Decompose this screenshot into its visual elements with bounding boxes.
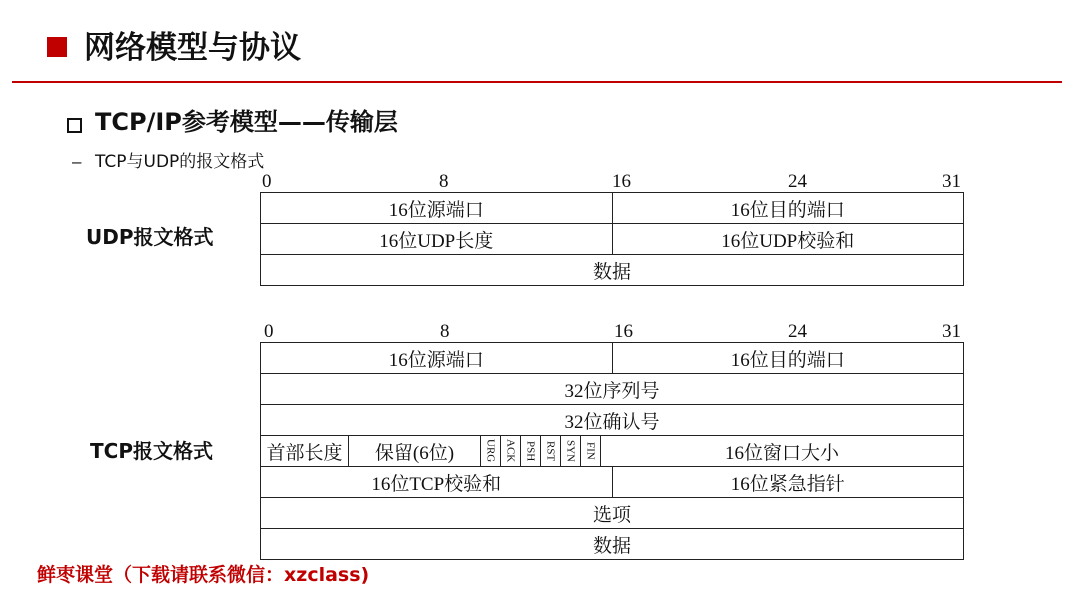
tcp-seq-field: 32位序列号 <box>261 374 964 404</box>
tcp-row-ports <box>261 343 964 374</box>
udp-dst-port-field: 16位目的端口 <box>613 193 965 223</box>
square-bullet-icon <box>67 118 82 133</box>
udp-tick-24: 24 <box>788 171 807 192</box>
dash-bullet: – <box>72 152 82 171</box>
udp-src-port-field: 16位源端口 <box>261 193 613 223</box>
tcp-src-port-field: 16位源端口 <box>261 343 613 373</box>
tcp-tick-24: 24 <box>788 321 807 342</box>
footer-watermark: 鲜枣课堂（下载请联系微信：xzclass) <box>37 564 370 586</box>
tcp-ack-field: 32位确认号 <box>261 405 964 435</box>
tcp-tick-8: 8 <box>440 321 450 342</box>
udp-tick-16: 16 <box>612 171 631 192</box>
tcp-flag-psh: PSH <box>521 436 541 466</box>
udp-format-label: UDP报文格式 <box>86 225 214 249</box>
tcp-flag-ack: ACK <box>501 436 521 466</box>
tcp-row-control <box>261 436 964 467</box>
udp-row-ports <box>261 193 964 224</box>
tcp-dst-port-field: 16位目的端口 <box>613 343 965 373</box>
tcp-header-length-field: 首部长度 <box>261 436 349 466</box>
udp-checksum-field: 16位UDP校验和 <box>613 224 965 254</box>
tcp-row-data <box>261 529 964 560</box>
tcp-reserved-field: 保留(6位) <box>349 436 481 466</box>
tcp-row-ack <box>261 405 964 436</box>
tcp-checksum-field: 16位TCP校验和 <box>261 467 613 497</box>
tcp-flag-urg: URG <box>481 436 501 466</box>
page-title: 网络模型与协议 <box>84 30 301 66</box>
tcp-row-checksum-urgent <box>261 467 964 498</box>
section-subheading: TCP与UDP的报文格式 <box>95 152 265 172</box>
title-bullet-icon <box>47 37 67 57</box>
tcp-flag-rst: RST <box>541 436 561 466</box>
udp-tick-31: 31 <box>942 171 961 192</box>
udp-row-data <box>261 255 964 286</box>
tcp-urgent-pointer-field: 16位紧急指针 <box>613 467 965 497</box>
tcp-window-field: 16位窗口大小 <box>601 436 964 466</box>
tcp-flag-syn: SYN <box>561 436 581 466</box>
tcp-options-field: 选项 <box>261 498 964 528</box>
tcp-format-label: TCP报文格式 <box>90 439 213 463</box>
tcp-flag-fin: FIN <box>581 436 601 466</box>
tcp-header-diagram <box>260 342 964 560</box>
tcp-data-field: 数据 <box>261 529 964 559</box>
section-subtitle: TCP/IP参考模型——传输层 <box>95 108 398 136</box>
tcp-row-seq <box>261 374 964 405</box>
tcp-tick-0: 0 <box>264 321 274 342</box>
udp-length-field: 16位UDP长度 <box>261 224 613 254</box>
udp-tick-0: 0 <box>262 171 272 192</box>
udp-header-diagram <box>260 192 964 286</box>
tcp-tick-31: 31 <box>942 321 961 342</box>
udp-data-field: 数据 <box>261 255 964 285</box>
title-divider <box>12 81 1062 83</box>
tcp-row-options <box>261 498 964 529</box>
udp-row-length-checksum <box>261 224 964 255</box>
udp-tick-8: 8 <box>439 171 449 192</box>
tcp-tick-16: 16 <box>614 321 633 342</box>
